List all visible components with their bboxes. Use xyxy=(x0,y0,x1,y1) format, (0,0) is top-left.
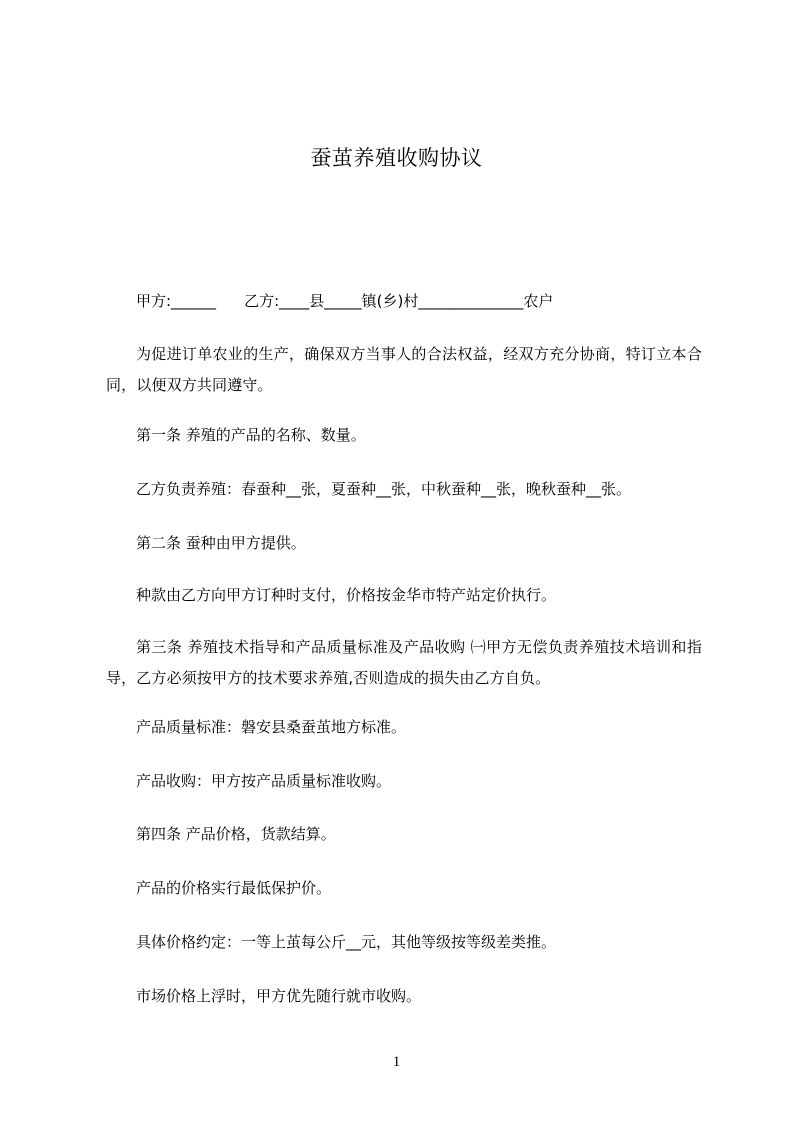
parties-line xyxy=(136,291,553,311)
intro-paragraph: 为促进订单农业的生产，确保双方当事人的合法权益，经双方充分协商，特订立本合同，以便双方共同遵守。 xyxy=(106,345,702,394)
price-detail: 具体价格约定：一等上茧每公斤__元，其他等级按等级差类推。 xyxy=(136,933,557,951)
article-4-heading: 第四条 产品价格，货款结算。 xyxy=(136,825,336,843)
document-title: 蚕茧养殖收购协议 xyxy=(310,146,483,170)
quality-standard: 产品质量标准：磐安县桑蚕茧地方标准。 xyxy=(136,718,407,736)
party-b: 乙方:____县_____镇(乡)村______________农户 xyxy=(244,292,554,310)
product-purchase: 产品收购：甲方按产品质量标准收购。 xyxy=(136,772,392,790)
article-3-paragraph: 第三条 养殖技术指导和产品质量标准及产品收购 ㈠甲方无偿负责养殖技术培训和指导，乙方必须按甲方的技术要求养殖,否则造成的损失由乙方自负。 xyxy=(106,638,702,687)
article-1-detail: 乙方负责养殖：春蚕种__张，夏蚕种__张，中秋蚕种__张，晚秋蚕种__张。 xyxy=(136,480,632,498)
minimum-price: 产品的价格实行最低保护价。 xyxy=(136,879,332,897)
page-number: 1 xyxy=(392,1054,401,1070)
article-2-heading: 第二条 蚕种由甲方提供。 xyxy=(136,534,306,552)
market-price: 市场价格上浮时，甲方优先随行就市收购。 xyxy=(136,987,422,1005)
party-a: 甲方:______ xyxy=(136,292,217,310)
article-1-heading: 第一条 养殖的产品的名称、数量。 xyxy=(136,426,366,444)
article-2-detail: 种款由乙方向甲方订种时支付，价格按金华市特产站定价执行。 xyxy=(136,586,557,604)
